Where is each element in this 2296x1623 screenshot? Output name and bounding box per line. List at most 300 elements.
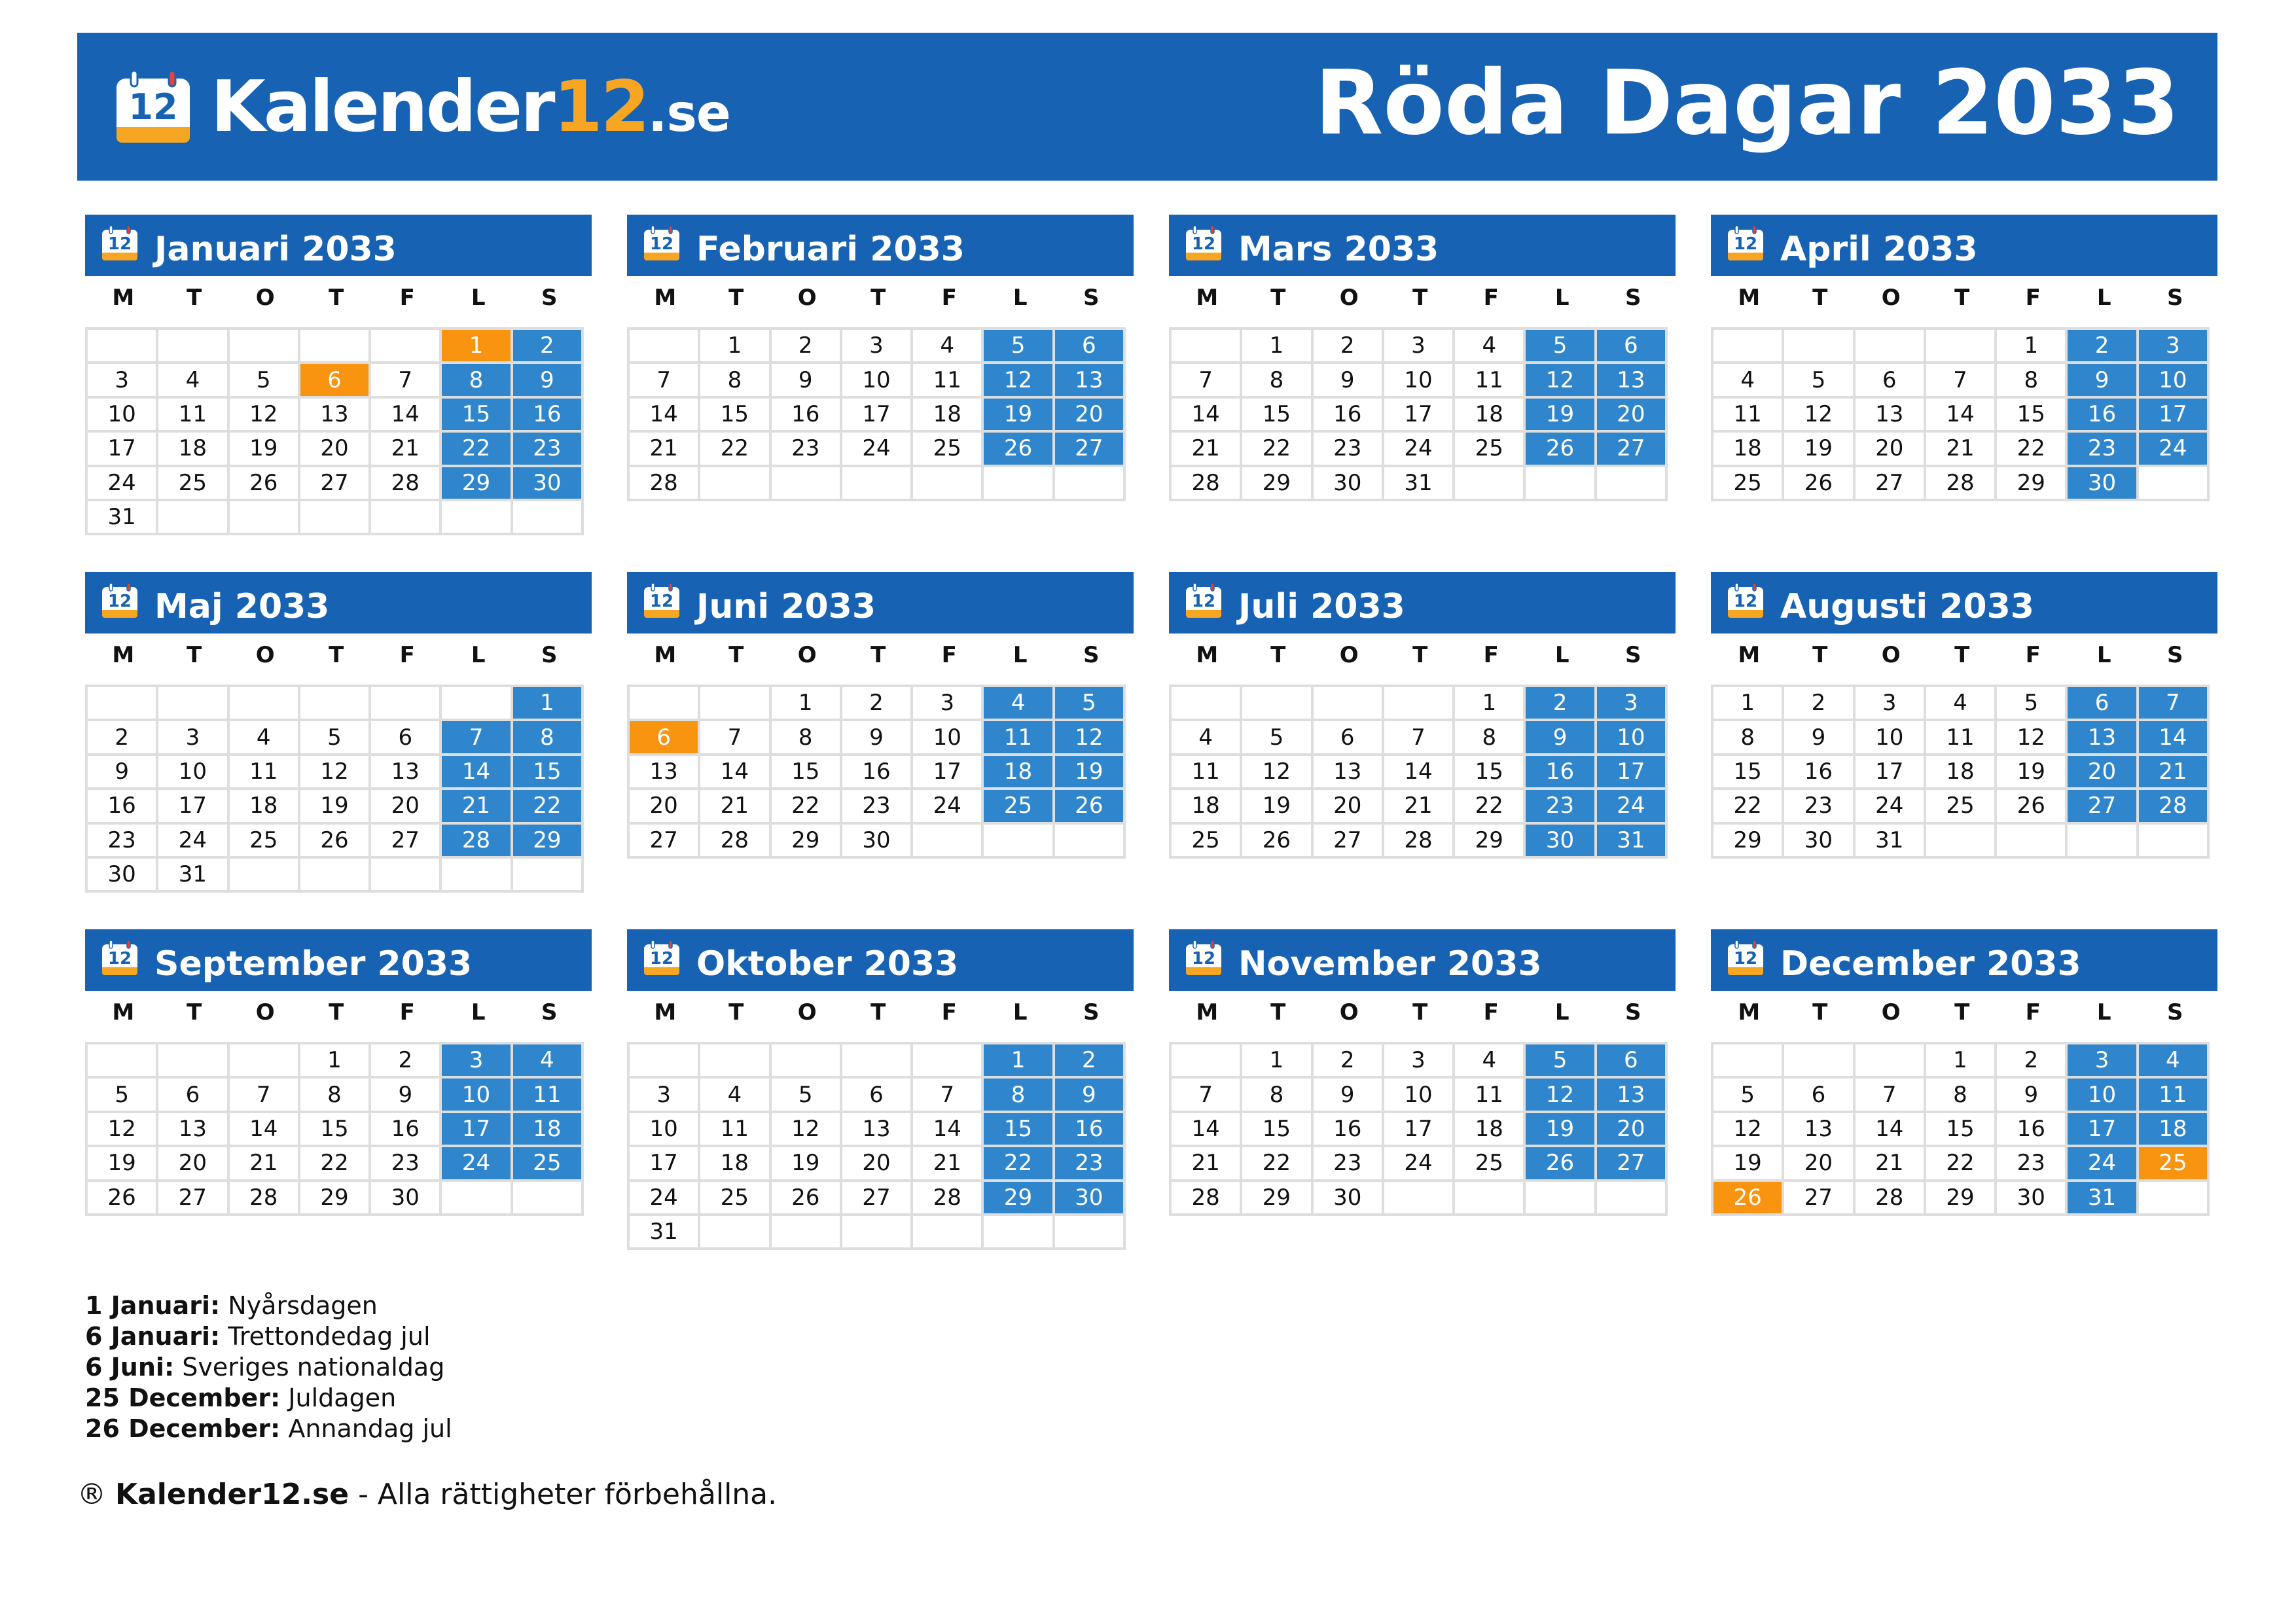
day-cell: 1 — [299, 1043, 370, 1077]
empty-day-cell — [86, 329, 157, 363]
week-row — [86, 1112, 583, 1146]
day-cell: 27 — [299, 466, 370, 500]
day-cell: 19 — [1241, 789, 1312, 823]
empty-day-cell — [1712, 329, 1783, 363]
weekend-day-cell: 21 — [440, 789, 511, 823]
holiday-entry — [85, 1352, 452, 1383]
weekend-day-cell: 7 — [2138, 686, 2208, 720]
day-cell: 27 — [157, 1181, 228, 1215]
empty-day-cell — [1854, 329, 1925, 363]
weekend-day-cell: 17 — [2066, 1112, 2137, 1146]
week-row — [628, 686, 1124, 720]
day-cell: 17 — [841, 397, 912, 431]
day-cell: 9 — [1783, 720, 1854, 754]
week-row — [1170, 329, 1666, 363]
weekday-label: S — [1083, 999, 1100, 1026]
weekend-day-cell: 26 — [1524, 431, 1595, 465]
weekend-day-cell: 18 — [982, 755, 1053, 789]
weekday-label: F — [2025, 285, 2041, 311]
day-cell: 29 — [1712, 823, 1783, 857]
empty-day-cell — [982, 823, 1053, 857]
week-row — [86, 466, 583, 500]
week-row — [86, 1043, 583, 1077]
day-cell: 22 — [299, 1146, 370, 1180]
day-cell: 14 — [1170, 397, 1241, 431]
day-cell: 8 — [1454, 720, 1524, 754]
week-row — [628, 1181, 1124, 1215]
week-row — [86, 1146, 583, 1180]
day-cell: 22 — [1996, 431, 2066, 465]
day-cell: 23 — [770, 431, 841, 465]
day-cell: 14 — [370, 397, 440, 431]
weekend-day-cell: 14 — [440, 755, 511, 789]
weekday-header-row — [85, 276, 583, 319]
week-row — [628, 329, 1124, 363]
weekday-label: M — [112, 642, 135, 668]
day-cell: 22 — [1712, 789, 1783, 823]
week-row — [628, 466, 1124, 500]
day-cell: 10 — [1383, 363, 1454, 397]
month-header — [1169, 215, 1676, 276]
weekday-label: S — [541, 285, 558, 311]
empty-day-cell — [628, 686, 699, 720]
weekend-day-cell: 13 — [1596, 363, 1666, 397]
weekend-day-cell: 18 — [2138, 1112, 2208, 1146]
month-header — [1711, 929, 2217, 991]
calendar-icon-number: 12 — [649, 592, 674, 611]
weekend-day-cell: 27 — [2066, 789, 2137, 823]
footer-brand[interactable]: Kalender12.se — [115, 1478, 350, 1511]
day-cell: 21 — [1925, 431, 1996, 465]
weekend-day-cell: 28 — [440, 823, 511, 857]
day-cell: 19 — [1996, 755, 2066, 789]
day-cell: 28 — [228, 1181, 299, 1215]
month-header — [1711, 572, 2217, 633]
day-cell: 24 — [157, 823, 228, 857]
weekday-label: O — [255, 285, 275, 311]
week-row — [1712, 466, 2208, 500]
day-cell: 1 — [1241, 1043, 1312, 1077]
day-cell: 3 — [841, 329, 912, 363]
day-cell: 28 — [370, 466, 440, 500]
weekend-day-cell: 3 — [1596, 686, 1666, 720]
day-cell: 29 — [1241, 466, 1312, 500]
day-cell: 16 — [770, 397, 841, 431]
month-title: Oktober 2033 — [696, 944, 959, 984]
weekday-label: M — [654, 285, 677, 311]
day-cell: 21 — [628, 431, 699, 465]
weekday-label: O — [1881, 642, 1901, 668]
weekday-label: T — [1954, 642, 1970, 668]
empty-day-cell — [1596, 466, 1666, 500]
day-cell: 14 — [912, 1112, 982, 1146]
empty-day-cell — [1854, 1043, 1925, 1077]
week-row — [628, 720, 1124, 754]
day-cell: 29 — [1454, 823, 1524, 857]
weekday-label: L — [2096, 285, 2111, 311]
day-cell: 24 — [628, 1181, 699, 1215]
month-title: Maj 2033 — [154, 587, 330, 626]
empty-day-cell — [157, 686, 228, 720]
weekend-day-cell: 10 — [2138, 363, 2208, 397]
weekend-day-cell: 6 — [1054, 329, 1124, 363]
weekend-day-cell: 15 — [982, 1112, 1053, 1146]
day-cell: 6 — [1312, 720, 1383, 754]
day-cell: 28 — [1925, 466, 1996, 500]
weekday-label: T — [1270, 999, 1286, 1026]
day-cell: 8 — [1241, 1077, 1312, 1111]
empty-day-cell — [841, 1043, 912, 1077]
day-cell: 11 — [912, 363, 982, 397]
weekday-label: T — [1812, 999, 1828, 1026]
weekday-label: S — [1625, 999, 1641, 1026]
empty-day-cell — [1170, 329, 1241, 363]
day-cell: 28 — [1170, 466, 1241, 500]
day-cell: 8 — [770, 720, 841, 754]
week-row — [86, 431, 583, 465]
weekend-day-cell: 16 — [2066, 397, 2137, 431]
holiday-day-cell: 1 — [440, 329, 511, 363]
month-title: Augusti 2033 — [1780, 587, 2034, 626]
weekend-day-cell: 30 — [1054, 1181, 1124, 1215]
day-cell: 2 — [1996, 1043, 2066, 1077]
holiday-day-cell: 26 — [1712, 1181, 1783, 1215]
holiday-name: Nyårsdagen — [228, 1291, 378, 1320]
empty-day-cell — [440, 686, 511, 720]
week-row — [86, 857, 583, 891]
day-cell: 1 — [1712, 686, 1783, 720]
day-cell: 17 — [1383, 397, 1454, 431]
day-cell: 9 — [86, 755, 157, 789]
weekday-label: O — [1881, 285, 1901, 311]
day-cell: 7 — [699, 720, 770, 754]
week-row — [86, 823, 583, 857]
logo-icon-number: 12 — [128, 86, 178, 128]
footer — [77, 1478, 777, 1511]
day-cell: 17 — [86, 431, 157, 465]
day-cell: 17 — [628, 1146, 699, 1180]
holiday-name: Annandag jul — [288, 1414, 452, 1443]
day-grid — [1711, 1042, 2210, 1216]
weekend-day-cell: 26 — [1524, 1146, 1595, 1180]
weekday-label: T — [187, 285, 202, 311]
weekend-day-cell: 31 — [1596, 823, 1666, 857]
month-calendar — [627, 929, 1134, 1270]
weekend-day-cell: 10 — [440, 1077, 511, 1111]
day-cell: 30 — [1996, 1181, 2066, 1215]
weekday-label: T — [728, 999, 744, 1026]
day-cell: 30 — [370, 1181, 440, 1215]
day-cell: 16 — [1312, 1112, 1383, 1146]
day-cell: 2 — [86, 720, 157, 754]
calendar-icon-number: 12 — [1733, 592, 1758, 611]
week-row — [628, 363, 1124, 397]
weekday-label: T — [1412, 285, 1428, 311]
week-row — [1712, 329, 2208, 363]
logo-wordmark[interactable] — [211, 62, 730, 153]
day-cell: 1 — [1241, 329, 1312, 363]
weekday-label: M — [1738, 999, 1761, 1026]
day-cell: 25 — [912, 431, 982, 465]
day-cell: 18 — [1712, 431, 1783, 465]
holiday-name: Juldagen — [288, 1383, 397, 1412]
week-row — [1712, 1146, 2208, 1180]
weekend-day-cell: 27 — [1596, 1146, 1666, 1180]
empty-day-cell — [770, 466, 841, 500]
day-cell: 12 — [1241, 755, 1312, 789]
day-cell: 12 — [1996, 720, 2066, 754]
day-cell: 26 — [299, 823, 370, 857]
weekday-label: T — [870, 285, 886, 311]
day-cell: 15 — [770, 755, 841, 789]
day-cell: 28 — [628, 466, 699, 500]
day-cell: 23 — [1312, 431, 1383, 465]
weekend-day-cell: 29 — [982, 1181, 1053, 1215]
day-cell: 1 — [1996, 329, 2066, 363]
weekday-label: T — [1954, 999, 1970, 1026]
day-grid — [85, 685, 584, 893]
weekday-label: L — [1013, 642, 1028, 668]
weekend-day-cell: 16 — [512, 397, 583, 431]
weekend-day-cell: 25 — [982, 789, 1053, 823]
weekend-day-cell: 5 — [1054, 686, 1124, 720]
day-cell: 3 — [86, 363, 157, 397]
empty-day-cell — [1996, 823, 2066, 857]
weekend-day-cell: 30 — [1524, 823, 1595, 857]
weekday-label: F — [941, 999, 957, 1026]
day-cell: 5 — [1996, 686, 2066, 720]
empty-day-cell — [770, 1215, 841, 1249]
weekend-day-cell: 8 — [982, 1077, 1053, 1111]
calendar-icon — [101, 582, 139, 619]
day-cell: 14 — [1383, 755, 1454, 789]
weekday-label: T — [1412, 642, 1428, 668]
week-row — [1170, 1146, 1666, 1180]
weekday-label: S — [1083, 285, 1100, 311]
week-row — [628, 397, 1124, 431]
day-cell: 16 — [1783, 755, 1854, 789]
weekend-day-cell: 17 — [440, 1112, 511, 1146]
day-cell: 28 — [1170, 1181, 1241, 1215]
empty-day-cell — [1925, 329, 1996, 363]
empty-day-cell — [628, 1043, 699, 1077]
weekend-day-cell: 3 — [2138, 329, 2208, 363]
calendar-icon — [1185, 940, 1223, 976]
weekend-day-cell: 6 — [2066, 686, 2137, 720]
empty-day-cell — [770, 1043, 841, 1077]
month-title: Juni 2033 — [696, 587, 876, 626]
day-cell: 6 — [1783, 1077, 1854, 1111]
calendar-icon-number: 12 — [1733, 234, 1758, 254]
day-cell: 17 — [912, 755, 982, 789]
weekend-day-cell: 20 — [2066, 755, 2137, 789]
calendar-icon-number: 12 — [649, 949, 674, 969]
day-cell: 25 — [1925, 789, 1996, 823]
week-row — [86, 397, 583, 431]
weekend-day-cell: 11 — [982, 720, 1053, 754]
day-grid — [85, 1042, 584, 1216]
week-row — [1170, 686, 1666, 720]
day-cell: 26 — [770, 1181, 841, 1215]
holiday-date: 26 December: — [85, 1414, 281, 1443]
day-cell: 15 — [1996, 397, 2066, 431]
day-cell: 11 — [228, 755, 299, 789]
weekday-header-row — [627, 991, 1124, 1034]
empty-day-cell — [1383, 686, 1454, 720]
month-header — [1711, 215, 2217, 276]
day-cell: 27 — [841, 1181, 912, 1215]
weekday-label: S — [541, 642, 558, 668]
weekday-label: T — [1812, 285, 1828, 311]
week-row — [1712, 789, 2208, 823]
day-cell: 3 — [1854, 686, 1925, 720]
day-cell: 13 — [370, 755, 440, 789]
empty-day-cell — [1712, 1043, 1783, 1077]
month-header — [627, 929, 1134, 991]
day-cell: 11 — [1712, 397, 1783, 431]
weekend-day-cell: 15 — [440, 397, 511, 431]
week-row — [1712, 686, 2208, 720]
day-cell: 5 — [86, 1077, 157, 1111]
day-cell: 30 — [1312, 1181, 1383, 1215]
day-cell: 18 — [157, 431, 228, 465]
day-cell: 1 — [1925, 1043, 1996, 1077]
day-cell: 19 — [228, 431, 299, 465]
day-cell: 20 — [1783, 1146, 1854, 1180]
day-cell: 12 — [299, 755, 370, 789]
empty-day-cell — [228, 329, 299, 363]
empty-day-cell — [512, 1181, 583, 1215]
day-cell: 9 — [370, 1077, 440, 1111]
month-header — [85, 572, 592, 633]
week-row — [86, 1077, 583, 1111]
day-cell: 18 — [1454, 1112, 1524, 1146]
weekend-day-cell: 13 — [1054, 363, 1124, 397]
weekday-label: S — [541, 999, 558, 1026]
weekend-day-cell: 19 — [982, 397, 1053, 431]
weekday-label: M — [112, 285, 135, 311]
day-cell: 24 — [1383, 1146, 1454, 1180]
day-cell: 25 — [228, 823, 299, 857]
weekend-day-cell: 8 — [440, 363, 511, 397]
day-cell: 30 — [1783, 823, 1854, 857]
holiday-date: 25 December: — [85, 1383, 281, 1412]
weekday-label: O — [1339, 999, 1359, 1026]
day-cell: 4 — [912, 329, 982, 363]
holiday-list — [85, 1291, 452, 1444]
day-cell: 10 — [1854, 720, 1925, 754]
weekday-label: T — [187, 642, 202, 668]
day-cell: 20 — [1854, 431, 1925, 465]
empty-day-cell — [699, 466, 770, 500]
calendar-icon-number: 12 — [649, 234, 674, 254]
empty-day-cell — [2066, 823, 2137, 857]
weekday-label: L — [1554, 285, 1570, 311]
day-cell: 14 — [628, 397, 699, 431]
weekend-day-cell: 24 — [440, 1146, 511, 1180]
weekend-day-cell: 22 — [440, 431, 511, 465]
day-cell: 3 — [1383, 329, 1454, 363]
empty-day-cell — [699, 1215, 770, 1249]
day-cell: 29 — [1925, 1181, 1996, 1215]
day-cell: 18 — [699, 1146, 770, 1180]
weekday-label: S — [2167, 285, 2183, 311]
empty-day-cell — [912, 466, 982, 500]
day-cell: 27 — [1783, 1181, 1854, 1215]
empty-day-cell — [912, 1215, 982, 1249]
weekend-day-cell: 26 — [982, 431, 1053, 465]
calendar-icon — [1727, 582, 1765, 619]
day-cell: 11 — [699, 1112, 770, 1146]
day-cell: 22 — [1454, 789, 1524, 823]
empty-day-cell — [912, 823, 982, 857]
day-cell: 7 — [1170, 1077, 1241, 1111]
weekday-header-row — [85, 633, 583, 677]
empty-day-cell — [299, 329, 370, 363]
day-cell: 6 — [1854, 363, 1925, 397]
month-title: Januari 2033 — [154, 230, 397, 269]
day-cell: 2 — [770, 329, 841, 363]
day-cell: 25 — [157, 466, 228, 500]
holiday-entry — [85, 1321, 452, 1352]
calendar-icon — [1727, 940, 1765, 976]
weekday-label: L — [1554, 999, 1570, 1026]
day-cell: 4 — [1454, 1043, 1524, 1077]
weekday-label: F — [1483, 642, 1499, 668]
weekend-day-cell: 24 — [1596, 789, 1666, 823]
day-cell: 7 — [1383, 720, 1454, 754]
calendar-icon — [101, 940, 139, 976]
weekday-label: M — [1738, 285, 1761, 311]
weekday-label: O — [797, 285, 817, 311]
day-cell: 18 — [1925, 755, 1996, 789]
day-cell: 26 — [228, 466, 299, 500]
weekday-label: O — [1339, 642, 1359, 668]
weekday-label: F — [2025, 642, 2041, 668]
weekend-day-cell: 10 — [1596, 720, 1666, 754]
day-grid — [1169, 327, 1668, 501]
empty-day-cell — [157, 329, 228, 363]
weekend-day-cell: 20 — [1596, 397, 1666, 431]
day-cell: 23 — [1312, 1146, 1383, 1180]
empty-day-cell — [86, 686, 157, 720]
day-cell: 15 — [1241, 1112, 1312, 1146]
day-cell: 20 — [370, 789, 440, 823]
empty-day-cell — [1312, 686, 1383, 720]
day-cell: 2 — [1783, 686, 1854, 720]
empty-day-cell — [228, 500, 299, 534]
empty-day-cell — [841, 466, 912, 500]
weekend-day-cell: 19 — [1524, 1112, 1595, 1146]
day-cell: 21 — [228, 1146, 299, 1180]
day-cell: 15 — [699, 397, 770, 431]
week-row — [86, 720, 583, 754]
weekend-day-cell: 9 — [512, 363, 583, 397]
weekday-label: S — [2167, 642, 2183, 668]
day-cell: 4 — [157, 363, 228, 397]
weekend-day-cell: 5 — [982, 329, 1053, 363]
day-cell: 2 — [370, 1043, 440, 1077]
day-grid — [1169, 685, 1668, 859]
day-cell: 13 — [299, 397, 370, 431]
day-cell: 22 — [1241, 431, 1312, 465]
week-row — [1712, 1181, 2208, 1215]
calendar-logo-icon — [114, 69, 192, 145]
empty-day-cell — [982, 466, 1053, 500]
weekday-label: F — [399, 999, 415, 1026]
day-cell: 19 — [770, 1146, 841, 1180]
empty-day-cell — [299, 500, 370, 534]
